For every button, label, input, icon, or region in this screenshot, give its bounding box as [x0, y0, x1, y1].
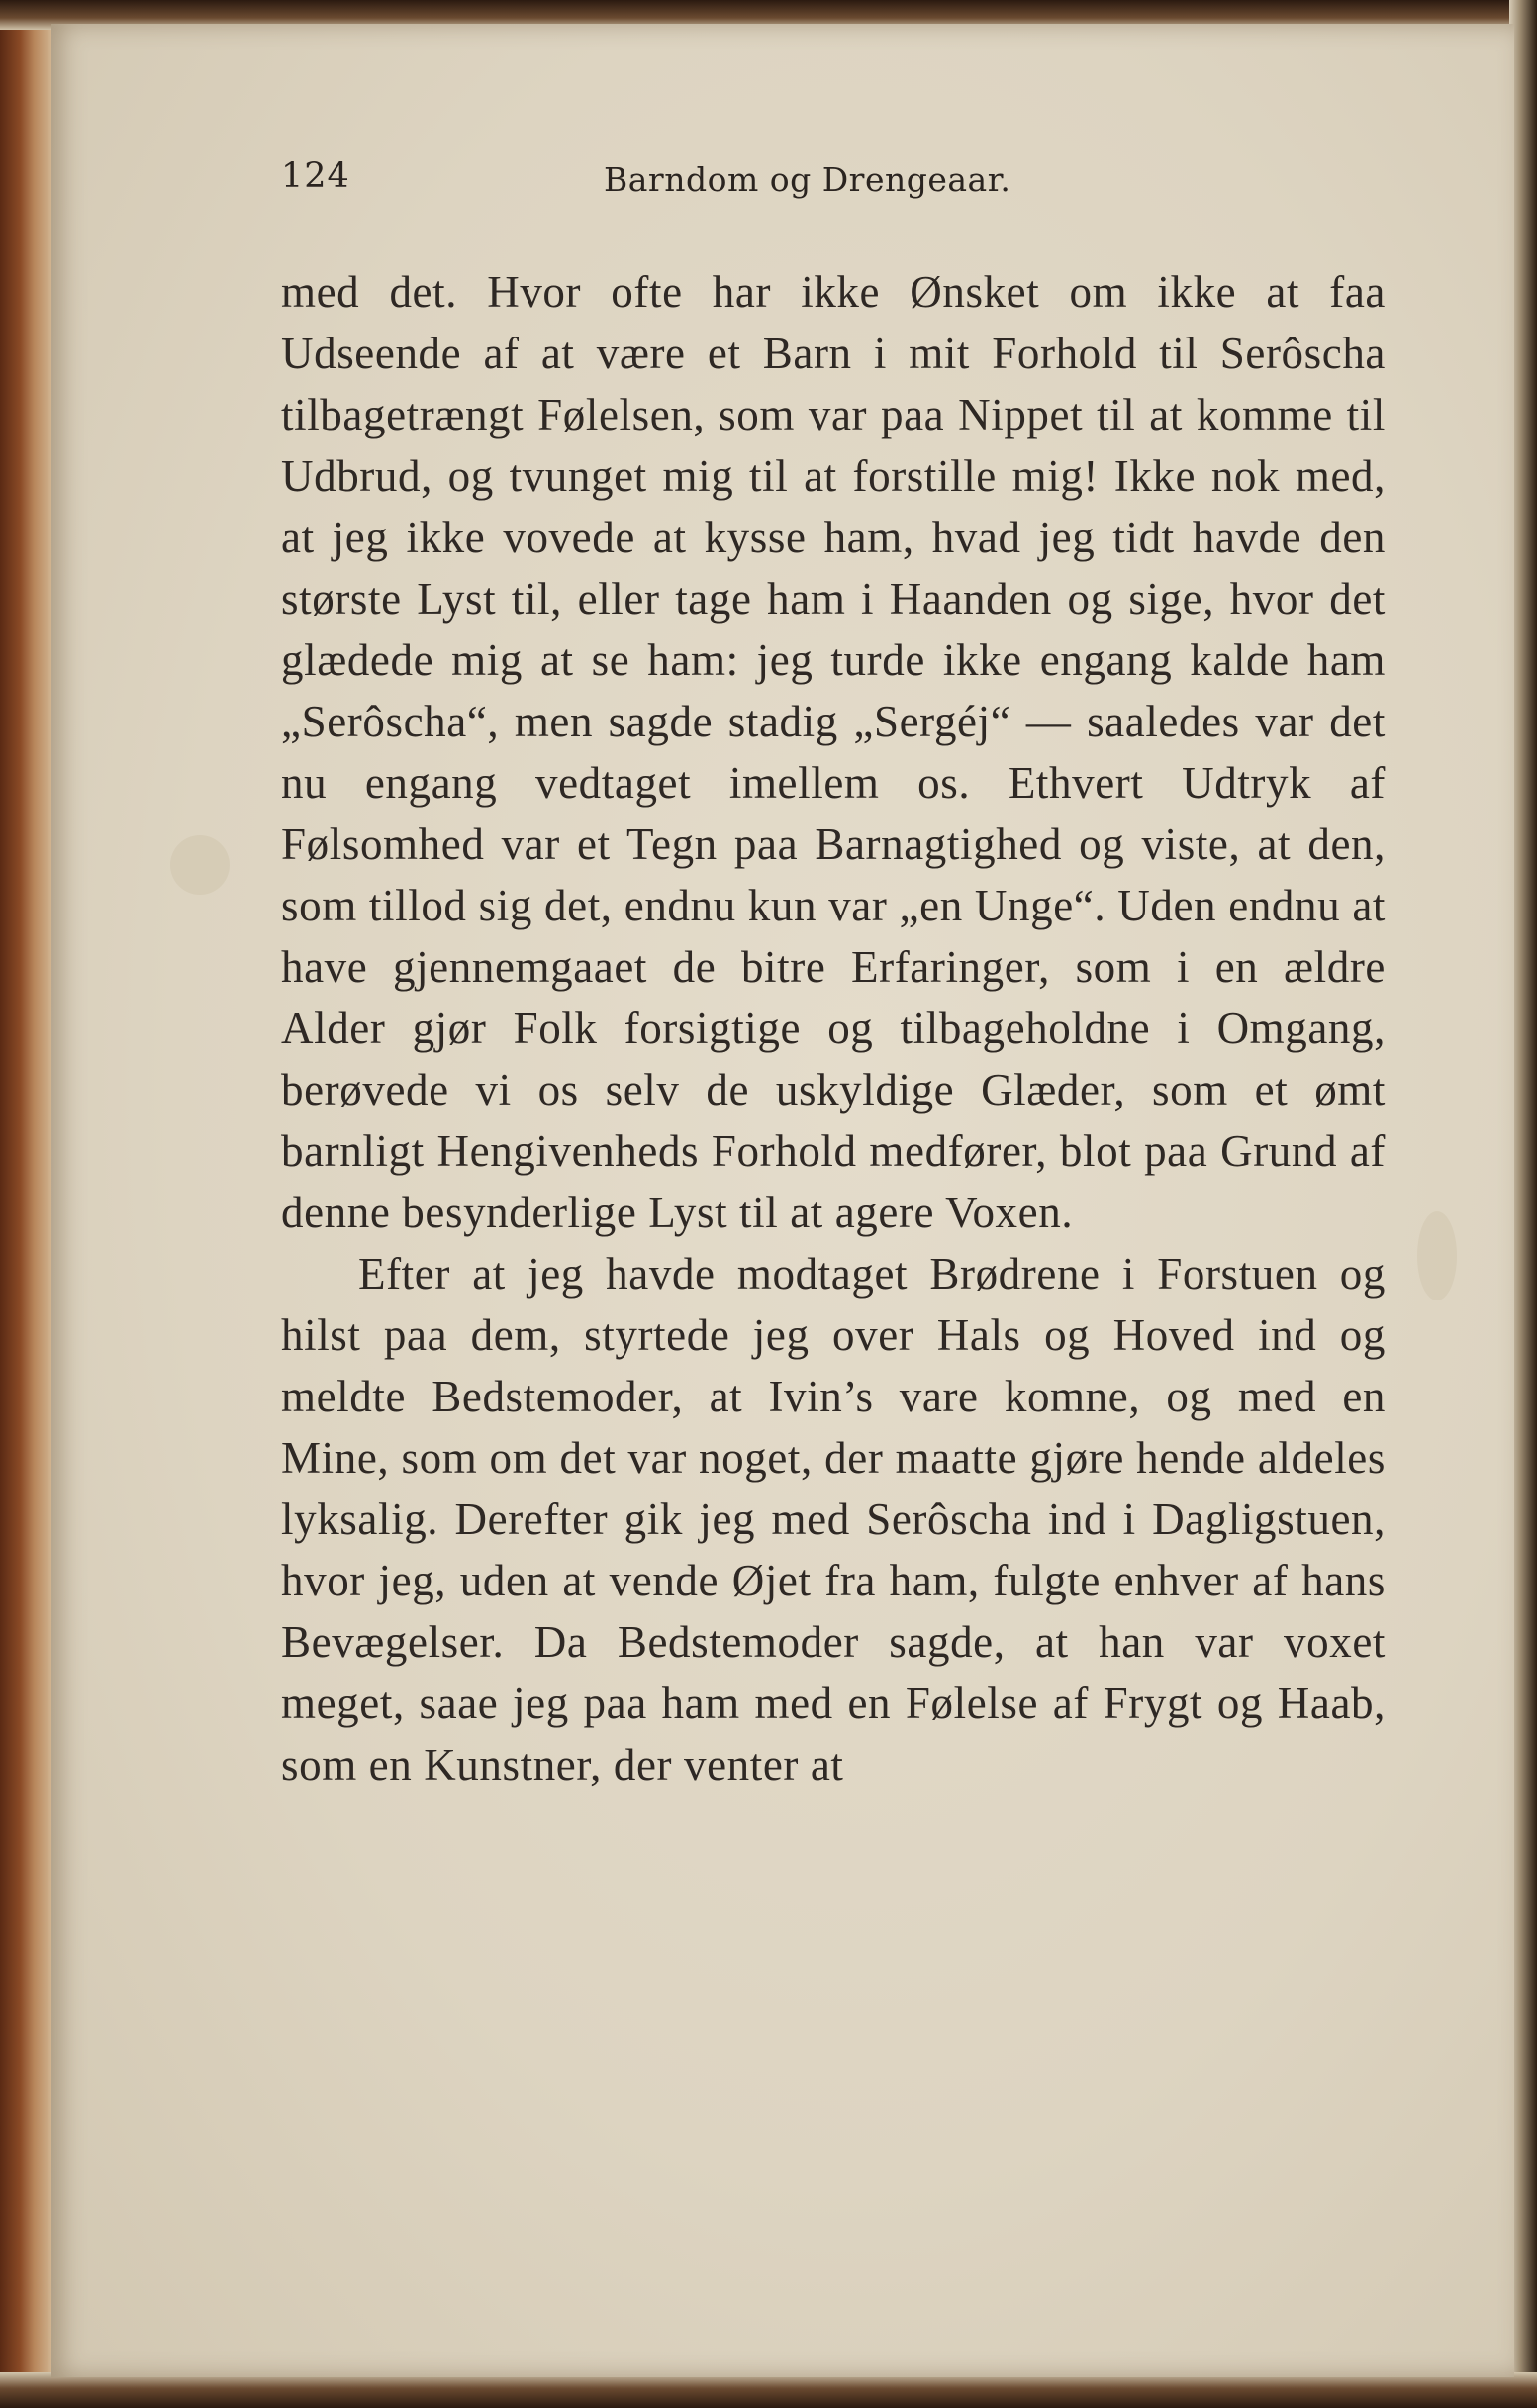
paragraph: Efter at jeg havde modtaget Brødrene i Forstuen og hilst paa dem, styrtede jeg over Hals og Hoved ind og meldte Bedstemoder, at Ivin’s vare komne, og med en Mine, som om det var noget, der maatte gjøre hende aldeles lyksalig. Derefter gik jeg med Serôscha ind i Dagligstuen, hvor jeg, uden at vende Øjet fra ham, fulgte enhver af hans Bevægelser. Da Bedstemoder sagde, at han var voxet meget, saae jeg paa ham med en Følelse af Frygt og Haab, som en Kunstner, der venter at	[281, 1249, 1386, 1789]
paper-stain	[1417, 1211, 1457, 1300]
paragraph: med det. Hvor ofte har ikke Ønsket om ikke at faa Udseende af at være et Barn i mit Forhold til Serôscha tilbagetrængt Følelsen, som var paa Nippet til at komme til Udbrud, og tvunget mig til at forstille mig! Ikke nok med, at jeg ikke vovede at kysse ham, hvad jeg tidt havde den største Lyst til, eller tage ham i Haanden og sige, hvor det glædede mig at se ham: jeg turde ikke engang kalde ham „Serôscha“, men sagde stadig „Sergéj“ — saaledes var det nu engang vedtaget imellem os. Ethvert Udtryk af Følsomhed var et Tegn paa Barnagtighed og viste, at den, som tillod sig det, endnu kun var „en Unge“. Uden endnu at have gjennemgaaet de bitre Erfaringer, som i en ældre Alder gjør Folk forsigtige og tilbageholdne i Omgang, berøvede vi os selv de uskyldige Glæder, som et ømt barnligt Hengivenheds Forhold medfører, blot paa Grund af denne besynderlige Lyst til at agere Voxen.	[281, 267, 1386, 1237]
running-header	[281, 156, 1386, 212]
book-spine-edge	[0, 0, 57, 2408]
paper-stain	[170, 835, 230, 895]
book-bottom-edge	[0, 2372, 1537, 2408]
body-text	[281, 261, 1386, 1795]
running-title: Barndom og Drengeaar.	[604, 160, 1011, 199]
page-number: 124	[281, 156, 350, 196]
